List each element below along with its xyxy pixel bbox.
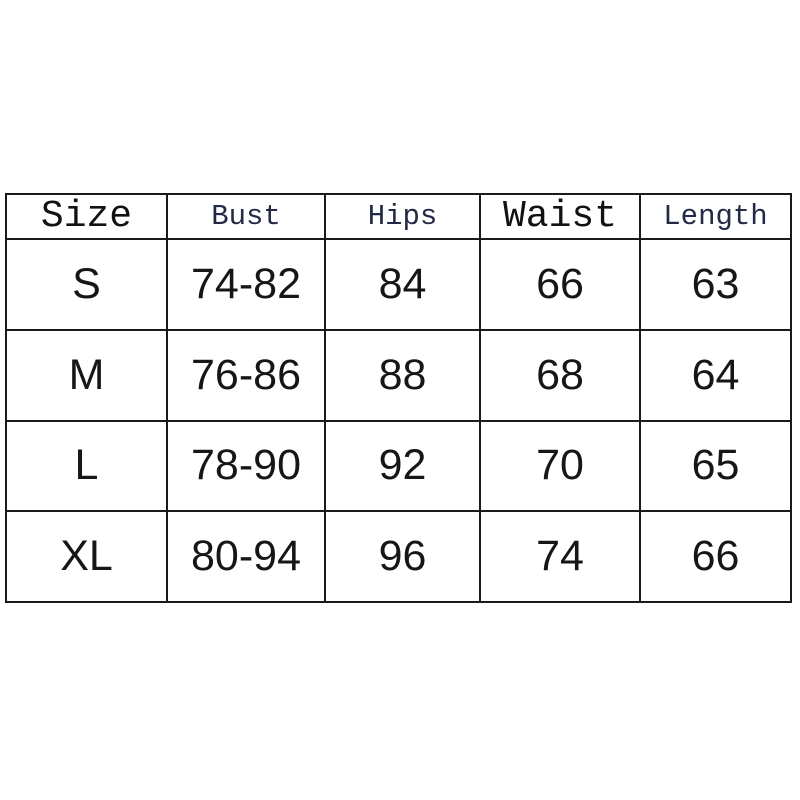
- cell-hips: 92: [325, 421, 480, 512]
- cell-hips: 88: [325, 330, 480, 421]
- table-row-xl: [6, 511, 791, 602]
- cell-bust: 74-82: [167, 239, 325, 330]
- cell-waist: 66: [480, 239, 640, 330]
- size-chart-table: [5, 193, 792, 603]
- table-row-m: [6, 330, 791, 421]
- cell-size: M: [6, 330, 167, 421]
- cell-size: L: [6, 421, 167, 512]
- cell-length: 63: [640, 239, 791, 330]
- cell-waist: 68: [480, 330, 640, 421]
- cell-size: S: [6, 239, 167, 330]
- column-header-hips: Hips: [325, 194, 480, 239]
- column-header-size: Size: [6, 194, 167, 239]
- cell-length: 66: [640, 511, 791, 602]
- column-header-waist: Waist: [480, 194, 640, 239]
- cell-bust: 76-86: [167, 330, 325, 421]
- cell-bust: 78-90: [167, 421, 325, 512]
- cell-hips: 84: [325, 239, 480, 330]
- cell-length: 64: [640, 330, 791, 421]
- column-header-length: Length: [640, 194, 791, 239]
- cell-size: XL: [6, 511, 167, 602]
- table-row-l: [6, 421, 791, 512]
- cell-waist: 74: [480, 511, 640, 602]
- table-row-s: [6, 239, 791, 330]
- cell-waist: 70: [480, 421, 640, 512]
- cell-length: 65: [640, 421, 791, 512]
- cell-hips: 96: [325, 511, 480, 602]
- column-header-bust: Bust: [167, 194, 325, 239]
- cell-bust: 80-94: [167, 511, 325, 602]
- table-header-row: [6, 194, 791, 239]
